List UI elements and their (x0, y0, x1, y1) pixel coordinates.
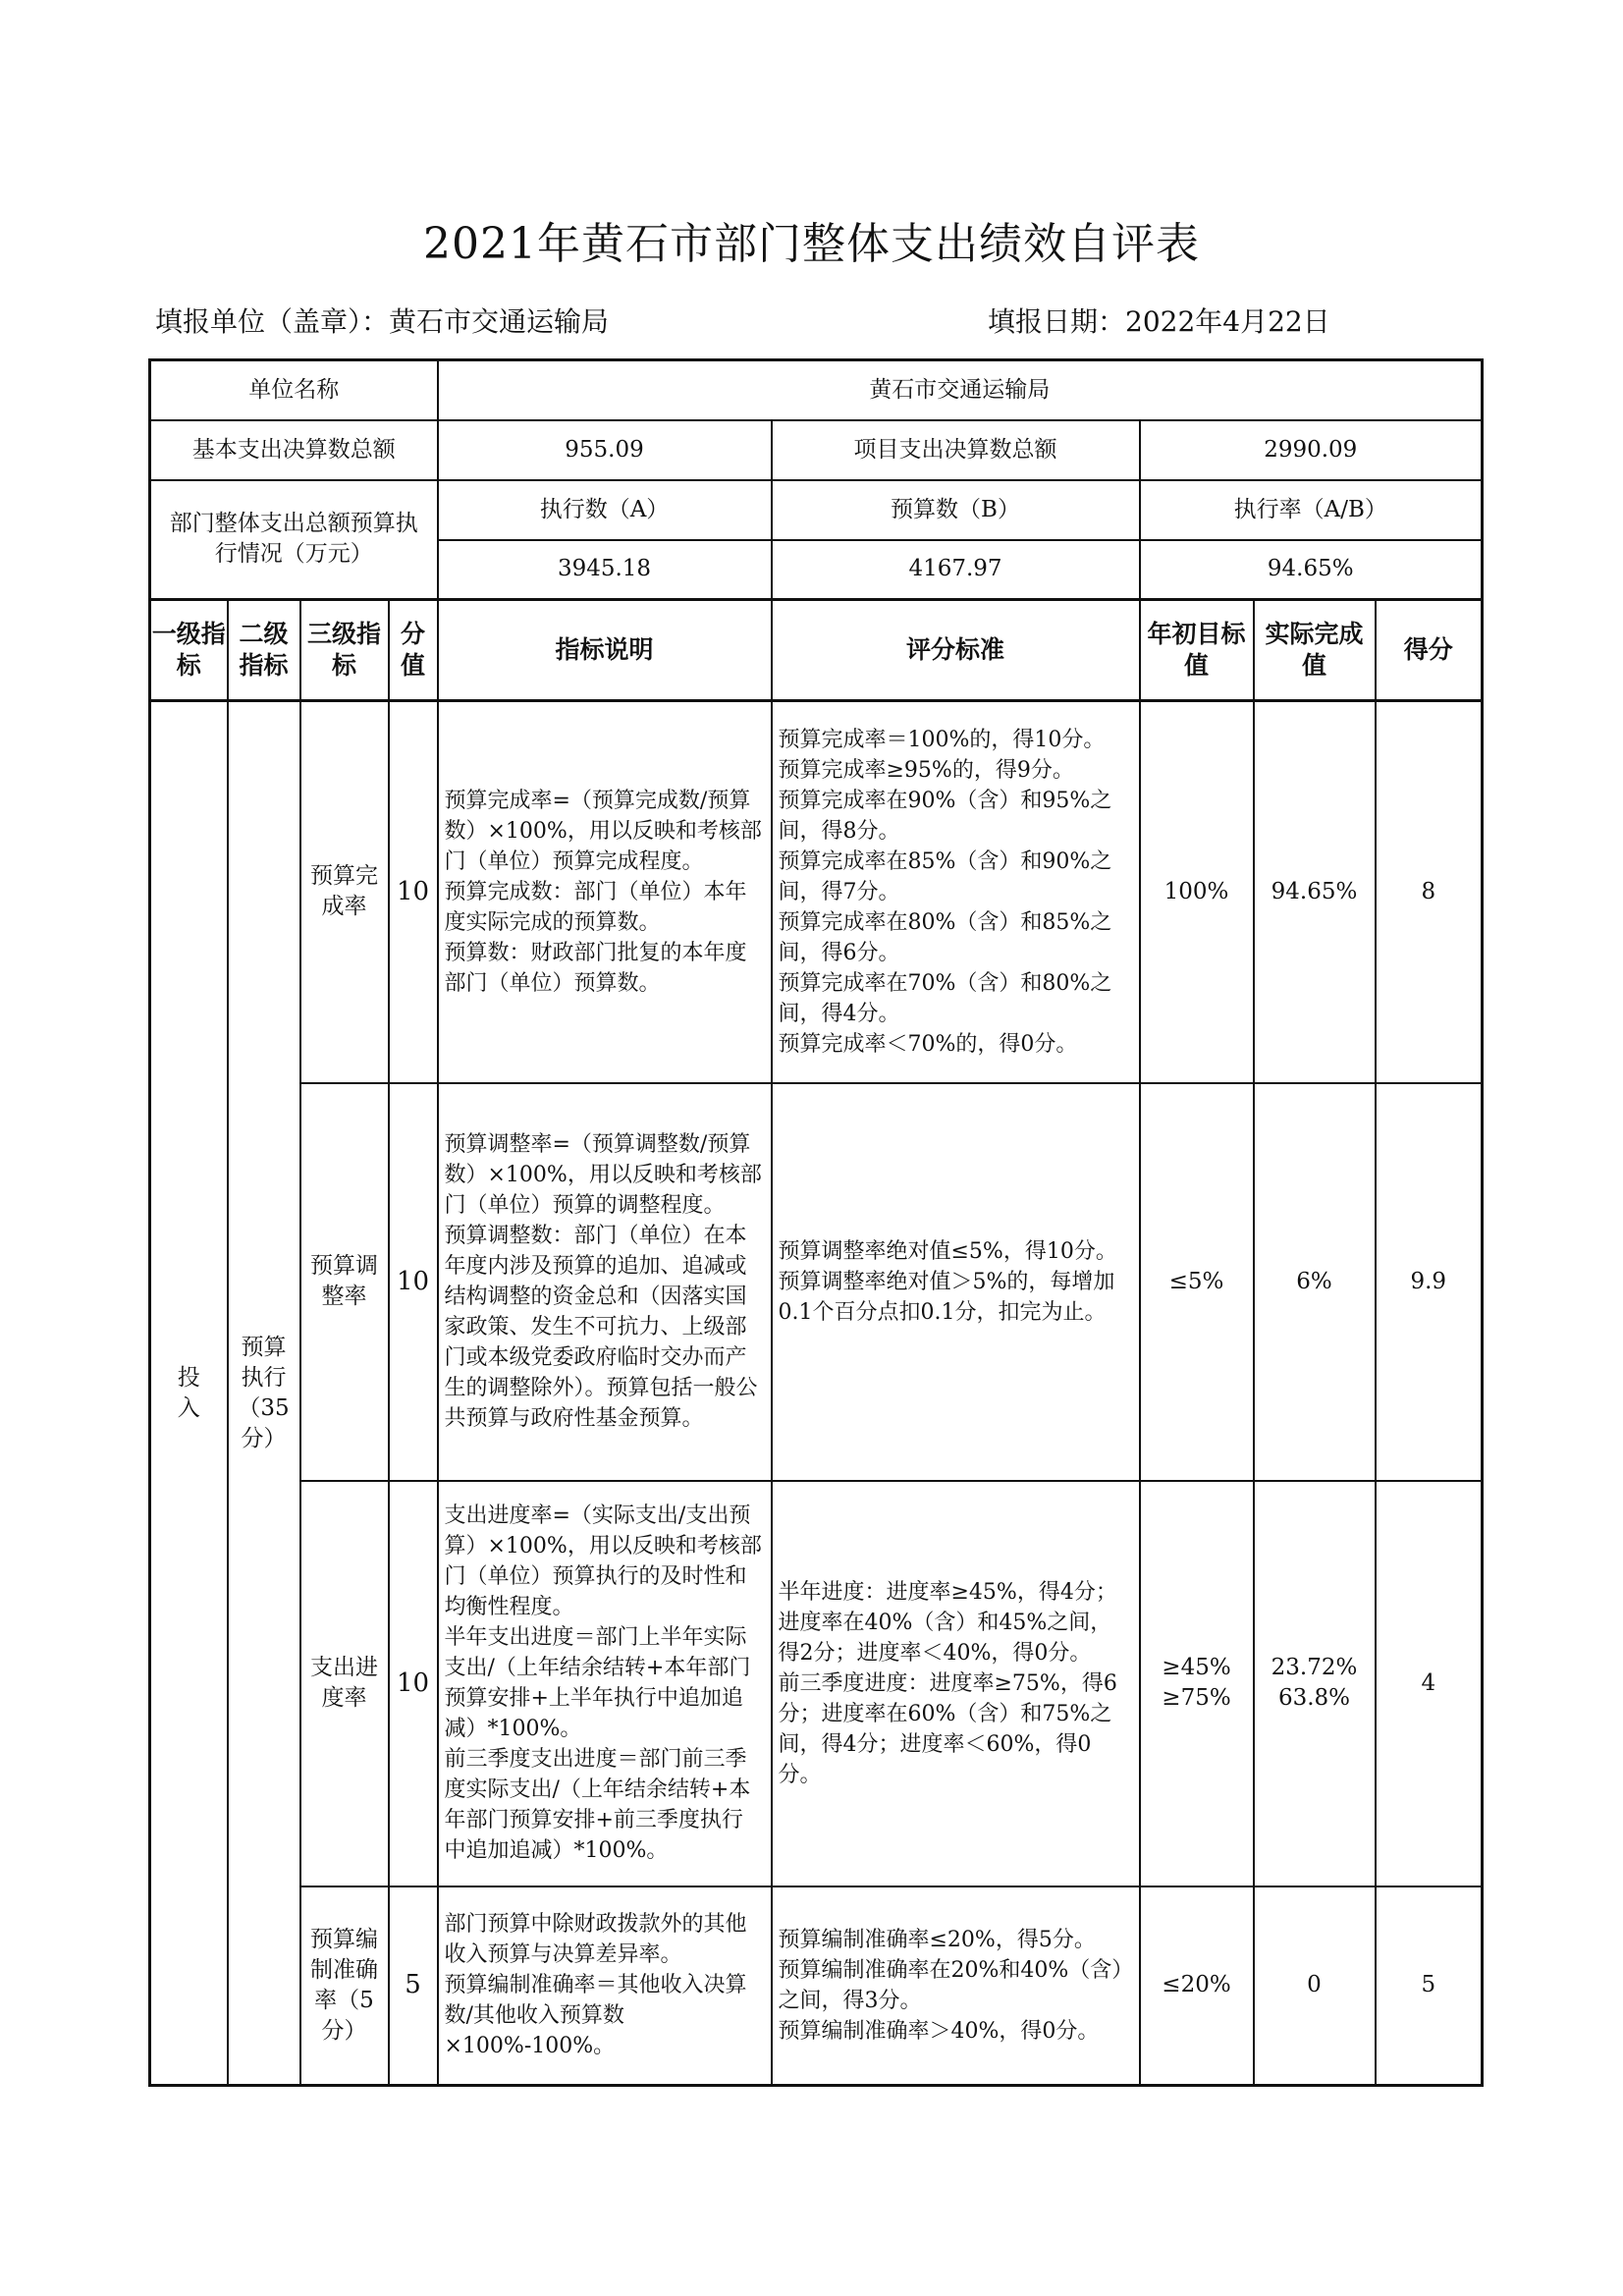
indicator-target: ≤20% (1140, 1886, 1254, 2086)
basic-expense-value: 955.09 (438, 420, 772, 480)
indicator-actual: 0 (1254, 1886, 1376, 2086)
budget-execution-label: 部门整体支出总额预算执行情况（万元） (150, 480, 438, 600)
header-level2: 二级指标 (228, 600, 300, 701)
exec-amount-label: 执行数（A） (438, 480, 772, 540)
indicator-target: 100% (1140, 701, 1254, 1083)
indicator-score: 5 (1376, 1886, 1483, 2086)
indicator-name: 预算编制准确率（5分） (300, 1886, 389, 2086)
indicator-criteria: 预算完成率＝100%的，得10分。 预算完成率≥95%的，得9分。 预算完成率在90%（含）和95%之间，得8分。 预算完成率在85%（含）和90%之间，得7分。 预算完成率在80%（含）和85%之间，得6分。 预算完成率在70%（含）和80%之间，得4分。 预算完成率＜70%的，得0分。 (772, 701, 1140, 1083)
report-date: 填报日期：2022年4月22日 (988, 305, 1330, 338)
evaluation-table (148, 358, 1484, 2087)
indicator-actual: 23.72% 63.8% (1254, 1481, 1376, 1886)
header-level1: 一级指标 (150, 600, 228, 701)
indicator-name: 预算调整率 (300, 1083, 389, 1481)
report-unit: 填报单位（盖章）：黄石市交通运输局 (155, 305, 610, 338)
unit-name-value: 黄石市交通运输局 (438, 360, 1483, 420)
header-desc: 指标说明 (438, 600, 772, 701)
indicator-score: 8 (1376, 701, 1483, 1083)
indicator-score: 4 (1376, 1481, 1483, 1886)
indicator-actual: 94.65% (1254, 701, 1376, 1083)
indicator-name: 支出进度率 (300, 1481, 389, 1886)
header-target: 年初目标值 (1140, 600, 1254, 701)
indicator-score: 9.9 (1376, 1083, 1483, 1481)
indicator-points: 5 (389, 1886, 438, 2086)
exec-amount-value: 3945.18 (438, 540, 772, 600)
indicator-desc: 预算调整率=（预算调整数/预算数）×100%，用以反映和考核部门（单位）预算的调整程度。 预算调整数：部门（单位）在本年度内涉及预算的追加、追减或结构调整的资金总和（因落实国家政策、发生不可抗力、上级部门或本级党委政府临时交办而产生的调整除外）。预算包括一般公共预算与政府性基金预算。 (438, 1083, 772, 1481)
header-actual: 实际完成值 (1254, 600, 1376, 701)
header-points: 分值 (389, 600, 438, 701)
indicator-desc: 预算完成率=（预算完成数/预算数）×100%，用以反映和考核部门（单位）预算完成程度。 预算完成数：部门（单位）本年度实际完成的预算数。 预算数：财政部门批复的本年度部门（单位）预算数。 (438, 701, 772, 1083)
level2-value: 预算执行（35分） (228, 701, 300, 2086)
project-expense-label: 项目支出决算数总额 (772, 420, 1140, 480)
budget-amount-label: 预算数（B） (772, 480, 1140, 540)
budget-amount-value: 4167.97 (772, 540, 1140, 600)
indicator-target: ≤5% (1140, 1083, 1254, 1481)
indicator-name: 预算完成率 (300, 701, 389, 1083)
basic-expense-label: 基本支出决算数总额 (150, 420, 438, 480)
indicator-criteria: 预算编制准确率≤20%，得5分。 预算编制准确率在20%和40%（含）之间，得3分。 预算编制准确率＞40%，得0分。 (772, 1886, 1140, 2086)
exec-rate-label: 执行率（A/B） (1140, 480, 1483, 540)
indicator-target: ≥45% ≥75% (1140, 1481, 1254, 1886)
project-expense-value: 2990.09 (1140, 420, 1483, 480)
header-criteria: 评分标准 (772, 600, 1140, 701)
indicator-criteria: 半年进度：进度率≥45%，得4分；进度率在40%（含）和45%之间，得2分；进度率＜40%，得0分。 前三季度进度：进度率≥75%，得6分；进度率在60%（含）和75%之间，得4分；进度率＜60%，得0分。 (772, 1481, 1140, 1886)
indicator-points: 10 (389, 1481, 438, 1886)
unit-name-label: 单位名称 (150, 360, 438, 420)
header-score: 得分 (1376, 600, 1483, 701)
header-level3: 三级指标 (300, 600, 389, 701)
page-title: 2021年黄石市部门整体支出绩效自评表 (423, 219, 1200, 269)
level1-value: 投入 (150, 701, 228, 2086)
indicator-desc: 支出进度率=（实际支出/支出预算）×100%，用以反映和考核部门（单位）预算执行的及时性和均衡性程度。 半年支出进度＝部门上半年实际支出/（上年结余结转+本年部门预算安排+上半年执行中追加追减）*100%。 前三季度支出进度＝部门前三季度实际支出/（上年结余结转+本年部门预算安排+前三季度执行中追加追减）*100%。 (438, 1481, 772, 1886)
indicator-criteria: 预算调整率绝对值≤5%，得10分。 预算调整率绝对值＞5%的，每增加0.1个百分点扣0.1分，扣完为止。 (772, 1083, 1140, 1481)
indicator-points: 10 (389, 1083, 438, 1481)
indicator-desc: 部门预算中除财政拨款外的其他收入预算与决算差异率。 预算编制准确率＝其他收入决算数/其他收入预算数×100%-100%。 (438, 1886, 772, 2086)
indicator-points: 10 (389, 701, 438, 1083)
exec-rate-value: 94.65% (1140, 540, 1483, 600)
indicator-actual: 6% (1254, 1083, 1376, 1481)
